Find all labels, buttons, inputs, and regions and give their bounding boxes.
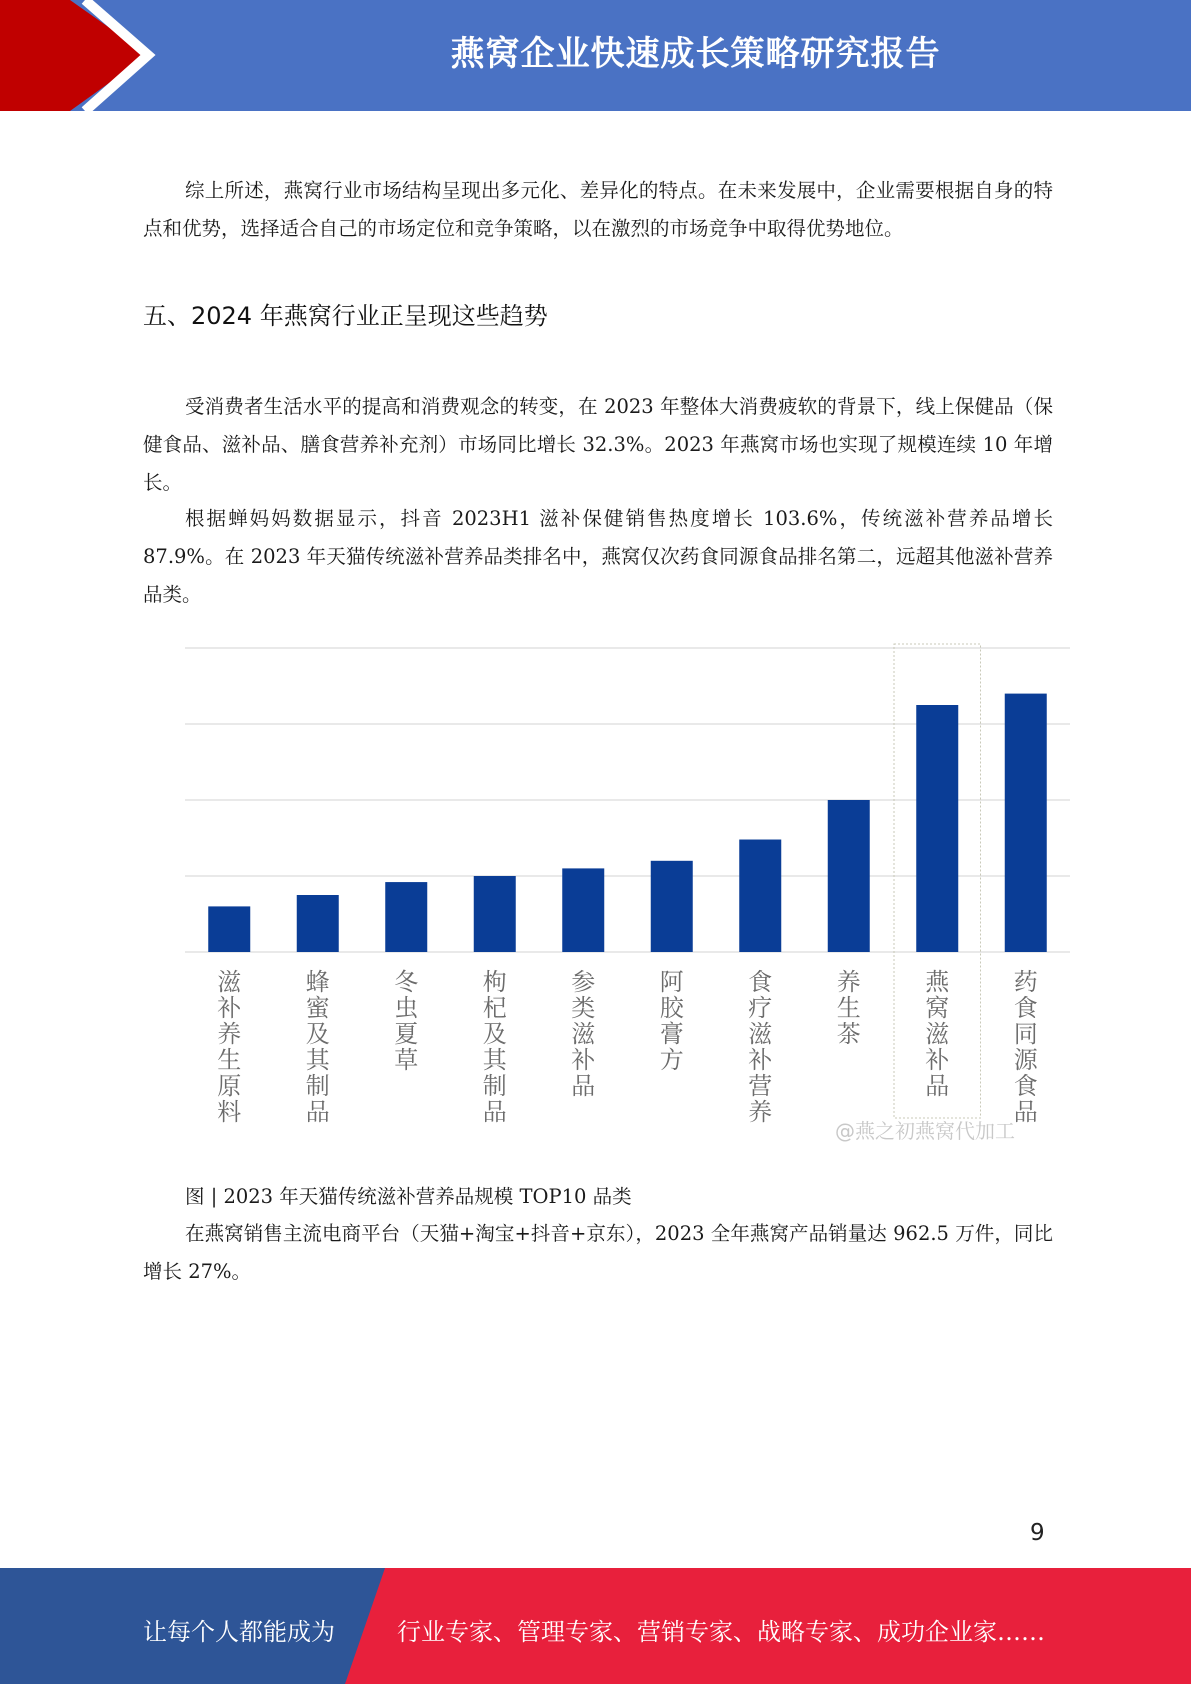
intro-paragraph: 综上所述，燕窝行业市场结构呈现出多元化、差异化的特点。在未来发展中，企业需要根据自身的特点和优势，选择适合自己的市场定位和竞争策略，以在激烈的市场竞争中取得优势地位。 [143,179,1053,240]
chart-category-label: 参类滋补品 [571,968,596,1100]
chart-bar [562,868,604,952]
chart-watermark: @燕之初燕窝代加工 [835,1119,1015,1143]
chart-category-label: 燕窝滋补品 [925,968,950,1100]
chart-category-label: 药食同源食品 [1013,968,1038,1126]
chart-bar [297,895,339,952]
chart-bar [1005,694,1047,952]
chart-bar [385,882,427,952]
trend-paragraph-1: 受消费者生活水平的提高和消费观念的转变，在 2023 年整体大消费疲软的背景下，线上保健品（保健食品、滋补品、膳食营养补充剂）市场同比增长 32.3%。2023 年燕窝市场也实现了规模连续 10 年增长。 [143,395,1053,494]
chart-canvas [170,640,1080,1140]
section-heading: 五、2024 年燕窝行业正呈现这些趋势 [143,302,548,330]
sales-paragraph: 在燕窝销售主流电商平台（天猫+淘宝+抖音+京东），2023 全年燕窝产品销量达 962.5 万件，同比增长 27%。 [143,1222,1053,1283]
trend-paragraph-2: 根据蝉妈妈数据显示，抖音 2023H1 滋补保健销售热度增长 103.6%，传统滋补营养品增长 87.9%。在 2023 年天猫传统滋补营养品类排名中，燕窝仅次药食同源食品排名第二，远超其他滋补营养品类。 [143,507,1053,606]
chart-category-label: 阿胶膏方 [659,968,684,1074]
chart-category-label: 枸杞及其制品 [482,968,507,1126]
header-banner [0,0,1191,111]
figure-caption: 图 | 2023 年天猫传统滋补营养品规模 TOP10 品类 [185,1185,632,1208]
chart-category-label: 滋补养生原料 [217,968,242,1126]
footer-banner [0,1568,1191,1684]
footer-slogan-right: 行业专家、管理专家、营销专家、战略专家、成功企业家…… [397,1618,1045,1646]
chart-bar [739,840,781,952]
chart-bar [828,800,870,952]
chart-category-label: 养生茶 [836,968,861,1048]
chart-bar [474,876,516,952]
chart-category-label: 蜂蜜及其制品 [305,968,330,1126]
chart-bar [651,861,693,952]
footer-slogan-left: 让每个人都能成为 [143,1618,335,1646]
report-title: 燕窝企业快速成长策略研究报告 [450,34,941,74]
top10-category-bar-chart [170,640,1080,1143]
chart-bar [208,906,250,952]
chart-category-label: 冬虫夏草 [394,968,419,1074]
page-number: 9 [1030,1520,1045,1546]
chart-bar [916,705,958,952]
chart-category-label: 食疗滋补营养 [748,968,773,1126]
